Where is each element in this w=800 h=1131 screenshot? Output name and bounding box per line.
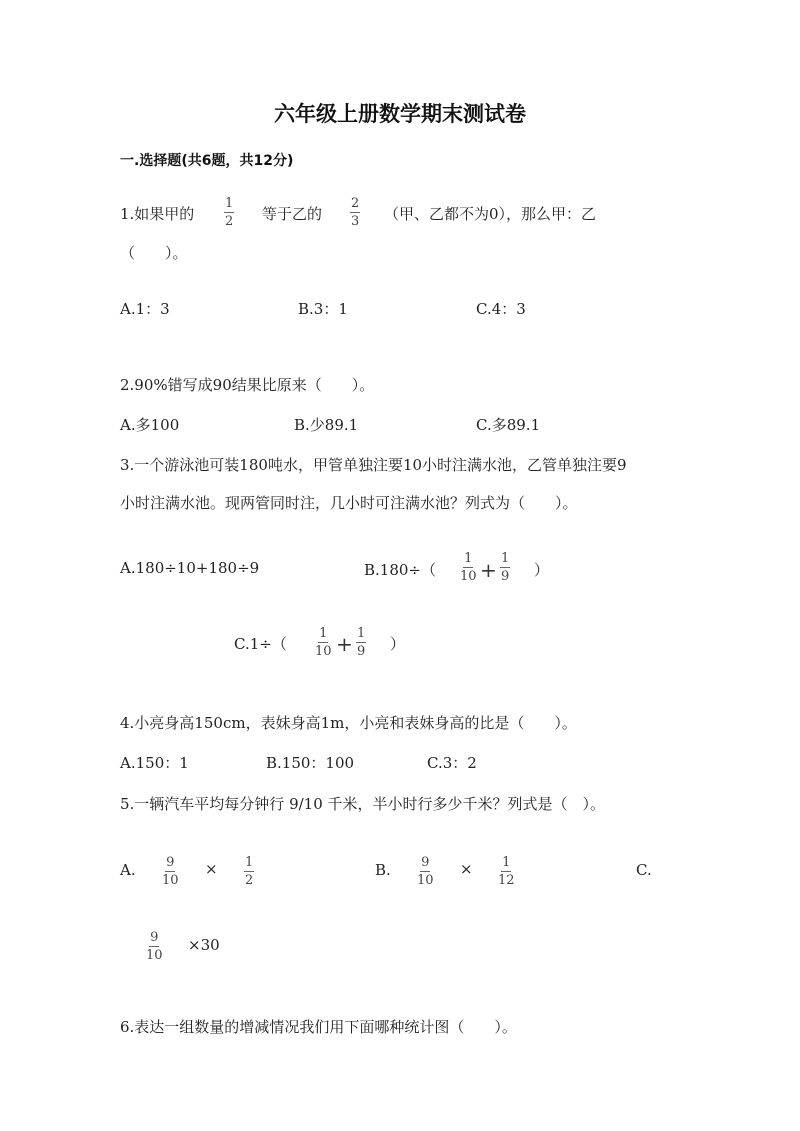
option-label: ） <box>534 561 550 579</box>
fraction <box>315 627 332 658</box>
times-sign: × <box>460 860 473 878</box>
denominator: 10 <box>460 569 477 584</box>
numerator: 1 <box>357 626 366 641</box>
fraction <box>146 931 163 962</box>
question-text: 等于乙的 <box>262 205 323 223</box>
numerator: 1 <box>502 855 511 870</box>
numerator: 9 <box>421 855 430 870</box>
question-text: （甲、乙都不为0），那么甲：乙 <box>384 205 597 223</box>
question-text: 6.表达一组数量的增减情况我们用下面哪种统计图（ ）。 <box>120 1018 517 1036</box>
page-title: 六年级上册数学期末测试卷 <box>274 102 526 126</box>
denominator: 10 <box>146 948 163 963</box>
numerator: 9 <box>166 855 175 870</box>
numerator: 1 <box>319 626 328 641</box>
fraction <box>350 197 360 228</box>
option-a[interactable]: A.180÷10+180÷9 <box>120 559 260 577</box>
denominator: 10 <box>417 873 434 888</box>
question-text: 4.小亮身高150cm，表妹身高1m，小亮和表妹身高的比是（ ）。 <box>120 714 577 732</box>
numerator: 9 <box>150 930 159 945</box>
option-a[interactable]: A.150：1 <box>120 754 189 772</box>
question-text: 2.90%错写成90结果比原来（ ）。 <box>120 376 375 394</box>
denominator: 10 <box>315 644 332 659</box>
fraction <box>498 856 515 887</box>
question-text: 5.一辆汽车平均每分钟行 9/10 千米，半小时行多少千米？列式是（ ）。 <box>120 795 606 813</box>
option-label: ×30 <box>188 936 220 954</box>
fraction <box>162 856 179 887</box>
numerator: 2 <box>351 196 360 211</box>
question-text: 3.一个游泳池可装180吨水，甲管单独注要10小时注满水池，乙管单独注要9 <box>120 456 627 474</box>
denominator: 3 <box>351 214 360 229</box>
fraction <box>500 552 510 583</box>
option-b[interactable]: B.3：1 <box>298 300 348 318</box>
numerator: 1 <box>225 196 234 211</box>
option-label: C. <box>636 861 652 879</box>
times-sign: × <box>205 860 218 878</box>
question-text: 1.如果甲的 <box>120 205 195 223</box>
fraction <box>244 856 254 887</box>
fraction <box>417 856 434 887</box>
option-b[interactable]: B.150：100 <box>266 754 355 772</box>
plus-sign: + <box>336 632 353 656</box>
denominator: 10 <box>162 873 179 888</box>
question-text: 小时注满水池。现两管同时注，几小时可注满水池？列式为（ ）。 <box>120 494 578 512</box>
option-c[interactable]: C.3：2 <box>427 754 477 772</box>
numerator: 1 <box>245 855 254 870</box>
option-label: ） <box>390 635 406 653</box>
denominator: 2 <box>245 873 254 888</box>
option-label: B.180÷（ <box>364 561 436 579</box>
option-label: B. <box>375 861 391 879</box>
fraction <box>460 552 477 583</box>
option-c[interactable]: C.多89.1 <box>476 416 541 434</box>
answer-blank: （ ）。 <box>120 244 188 262</box>
denominator: 12 <box>498 873 515 888</box>
section-heading: 一.选择题(共6题，共12分) <box>120 153 294 169</box>
denominator: 9 <box>501 569 510 584</box>
numerator: 1 <box>501 551 510 566</box>
denominator: 9 <box>357 644 366 659</box>
option-a[interactable]: A.1：3 <box>120 300 170 318</box>
fraction <box>224 197 234 228</box>
option-b[interactable]: B.少89.1 <box>294 416 359 434</box>
option-label: A. <box>120 861 136 879</box>
plus-sign: + <box>480 558 497 582</box>
fraction <box>356 627 366 658</box>
denominator: 2 <box>225 214 234 229</box>
option-a[interactable]: A.多100 <box>120 416 180 434</box>
numerator: 1 <box>464 551 473 566</box>
option-c[interactable]: C.4：3 <box>476 300 526 318</box>
option-label: C.1÷（ <box>234 635 287 653</box>
